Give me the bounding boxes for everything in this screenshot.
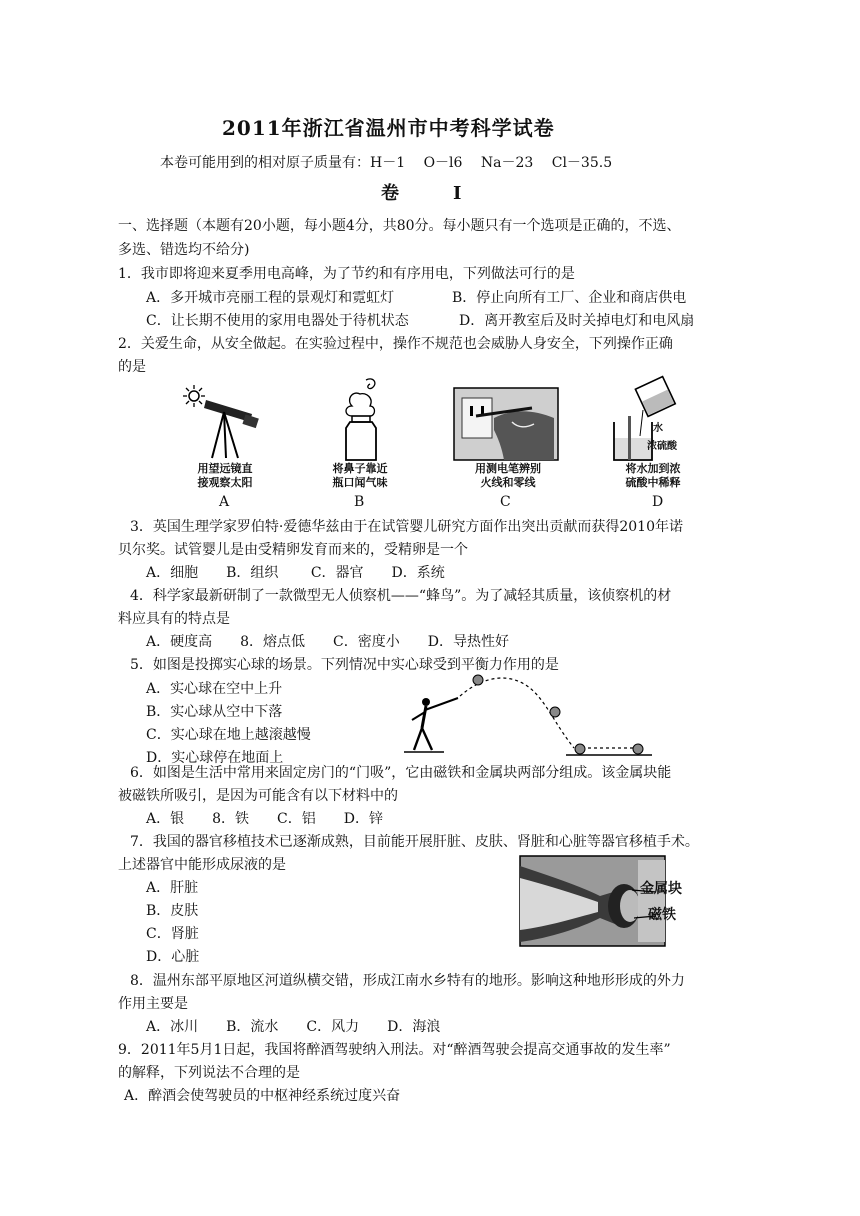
caption-c-line1: 用测电笔辨别 xyxy=(475,462,541,475)
q2-stem-line1: 2．关爱生命，从安全做起。在实验过程中，操作不规范也会威胁人身安全，下列操作正确 xyxy=(118,336,673,352)
metal-block-label: 金属块 xyxy=(640,881,682,897)
q7-option-a: A．肝脏 xyxy=(146,880,199,896)
q3-stem-line2: 贝尔奖。试管婴儿是由受精卵发育而来的，受精卵是一个 xyxy=(118,542,468,558)
caption-d-line2: 硫酸中稀释 xyxy=(625,476,681,489)
q7-stem-line2: 上述器官中能形成尿液的是 xyxy=(118,857,286,873)
caption-a-line2: 接观察太阳 xyxy=(197,476,253,489)
door-stopper-figure xyxy=(520,856,665,946)
acid-label: 浓硫酸 xyxy=(647,441,677,452)
figure-label-d: D xyxy=(652,494,664,510)
figure-label-b: B xyxy=(354,494,365,510)
q7-option-d: D．心脏 xyxy=(146,949,200,965)
volume-heading: 卷 I xyxy=(381,183,480,204)
q3-options: A．细胞 B．组织 C．器官 D．系统 xyxy=(146,565,445,581)
q1-option-c: C．让长期不使用的家用电器处于待机状态 xyxy=(146,313,409,329)
telescope-figure xyxy=(180,380,280,460)
q1-stem: 1．我市即将迎来夏季用电高峰，为了节约和有序用电，下列做法可行的是 xyxy=(118,266,575,282)
shot-put-figure xyxy=(398,670,652,760)
q5-option-d: D．实心球停在地面上 xyxy=(146,750,284,766)
bottle-figure xyxy=(330,376,390,462)
q9-stem-line1: 9．2011年5月1日起，我国将醉酒驾驶纳入刑法。对“醉酒驾驶会提高交通事故的发生率” xyxy=(118,1042,671,1058)
q4-stem-line1: 4．科学家最新研制了一款微型无人侦察机——“蜂鸟”。为了减轻其质量，该侦察机的材 xyxy=(130,588,672,604)
section-instructions-line2: 多选、错选均不给分) xyxy=(118,242,250,258)
q6-stem-line2: 被磁铁所吸引，是因为可能含有以下材料中的 xyxy=(118,788,398,804)
atomic-mass-note: 本卷可能用到的相对原子质量有：H－1 O－l6 Na－23 Cl－35.5 xyxy=(160,155,613,171)
q8-stem-line2: 作用主要是 xyxy=(118,996,188,1012)
q8-stem-line1: 8．温州东部平原地区河道纵横交错，形成江南水乡特有的地形。影响这种地形形成的外力 xyxy=(130,973,685,989)
q3-stem-line1: 3．英国生理学家罗伯特·爱德华兹由于在试管婴儿研究方面作出突出贡献而获得2010年诺 xyxy=(130,519,683,535)
q6-options: A．银 8．铁 C．铝 D．锌 xyxy=(146,811,383,827)
test-pen-figure xyxy=(454,388,558,460)
figure-label-a: A xyxy=(219,494,230,510)
q4-options: A．硬度高 8．熔点低 C．密度小 D．导热性好 xyxy=(146,634,509,650)
magnet-label: 磁铁 xyxy=(648,907,676,923)
q9-option-a: A．醉酒会使驾驶员的中枢神经系统过度兴奋 xyxy=(124,1088,401,1104)
q5-stem: 5．如图是投掷实心球的场景。下列情况中实心球受到平衡力作用的是 xyxy=(130,657,559,673)
caption-b-line2: 瓶口闻气味 xyxy=(332,476,388,489)
caption-a-line1: 用望远镜直 xyxy=(197,462,253,475)
q1-option-b: B．停止向所有工厂、企业和商店供电 xyxy=(452,290,687,306)
q1-option-a: A．多开城市亮丽工程的景观灯和霓虹灯 xyxy=(146,290,395,306)
q5-option-c: C．实心球在地上越滚越慢 xyxy=(146,727,311,743)
q9-stem-line2: 的解释，下列说法不合理的是 xyxy=(118,1065,300,1081)
figure-label-c: C xyxy=(500,494,511,510)
q4-stem-line2: 料应具有的特点是 xyxy=(118,611,230,627)
caption-d-line1: 将水加到浓 xyxy=(625,462,681,475)
section-instructions-line1: 一、选择题（本题有20小题，每小题4分，共80分。每小题只有一个选项是正确的，不选、 xyxy=(118,218,681,234)
q6-stem-line1: 6．如图是生活中常用来固定房门的“门吸”，它由磁铁和金属块两部分组成。该金属块能 xyxy=(130,765,672,781)
caption-c-line2: 火线和零线 xyxy=(480,476,536,489)
q5-option-a: A．实心球在空中上升 xyxy=(146,681,283,697)
q2-stem-line2: 的是 xyxy=(118,359,146,375)
q7-option-c: C．肾脏 xyxy=(146,926,199,942)
q5-option-b: B．实心球从空中下落 xyxy=(146,704,283,720)
exam-title: 2011年浙江省温州市中考科学试卷 xyxy=(222,116,555,140)
water-label: 水 xyxy=(653,423,663,434)
caption-b-line1: 将鼻子靠近 xyxy=(332,462,388,475)
q8-options: A．冰川 B．流水 C．风力 D．海浪 xyxy=(146,1019,441,1035)
q7-stem-line1: 7．我国的器官移植技术已逐渐成熟，目前能开展肝脏、皮肤、肾脏和心脏等器官移植手术。 xyxy=(130,834,699,850)
q7-option-b: B．皮肤 xyxy=(146,903,199,919)
q1-option-d: D．离开教室后及时关掉电灯和电风扇 xyxy=(459,313,695,329)
